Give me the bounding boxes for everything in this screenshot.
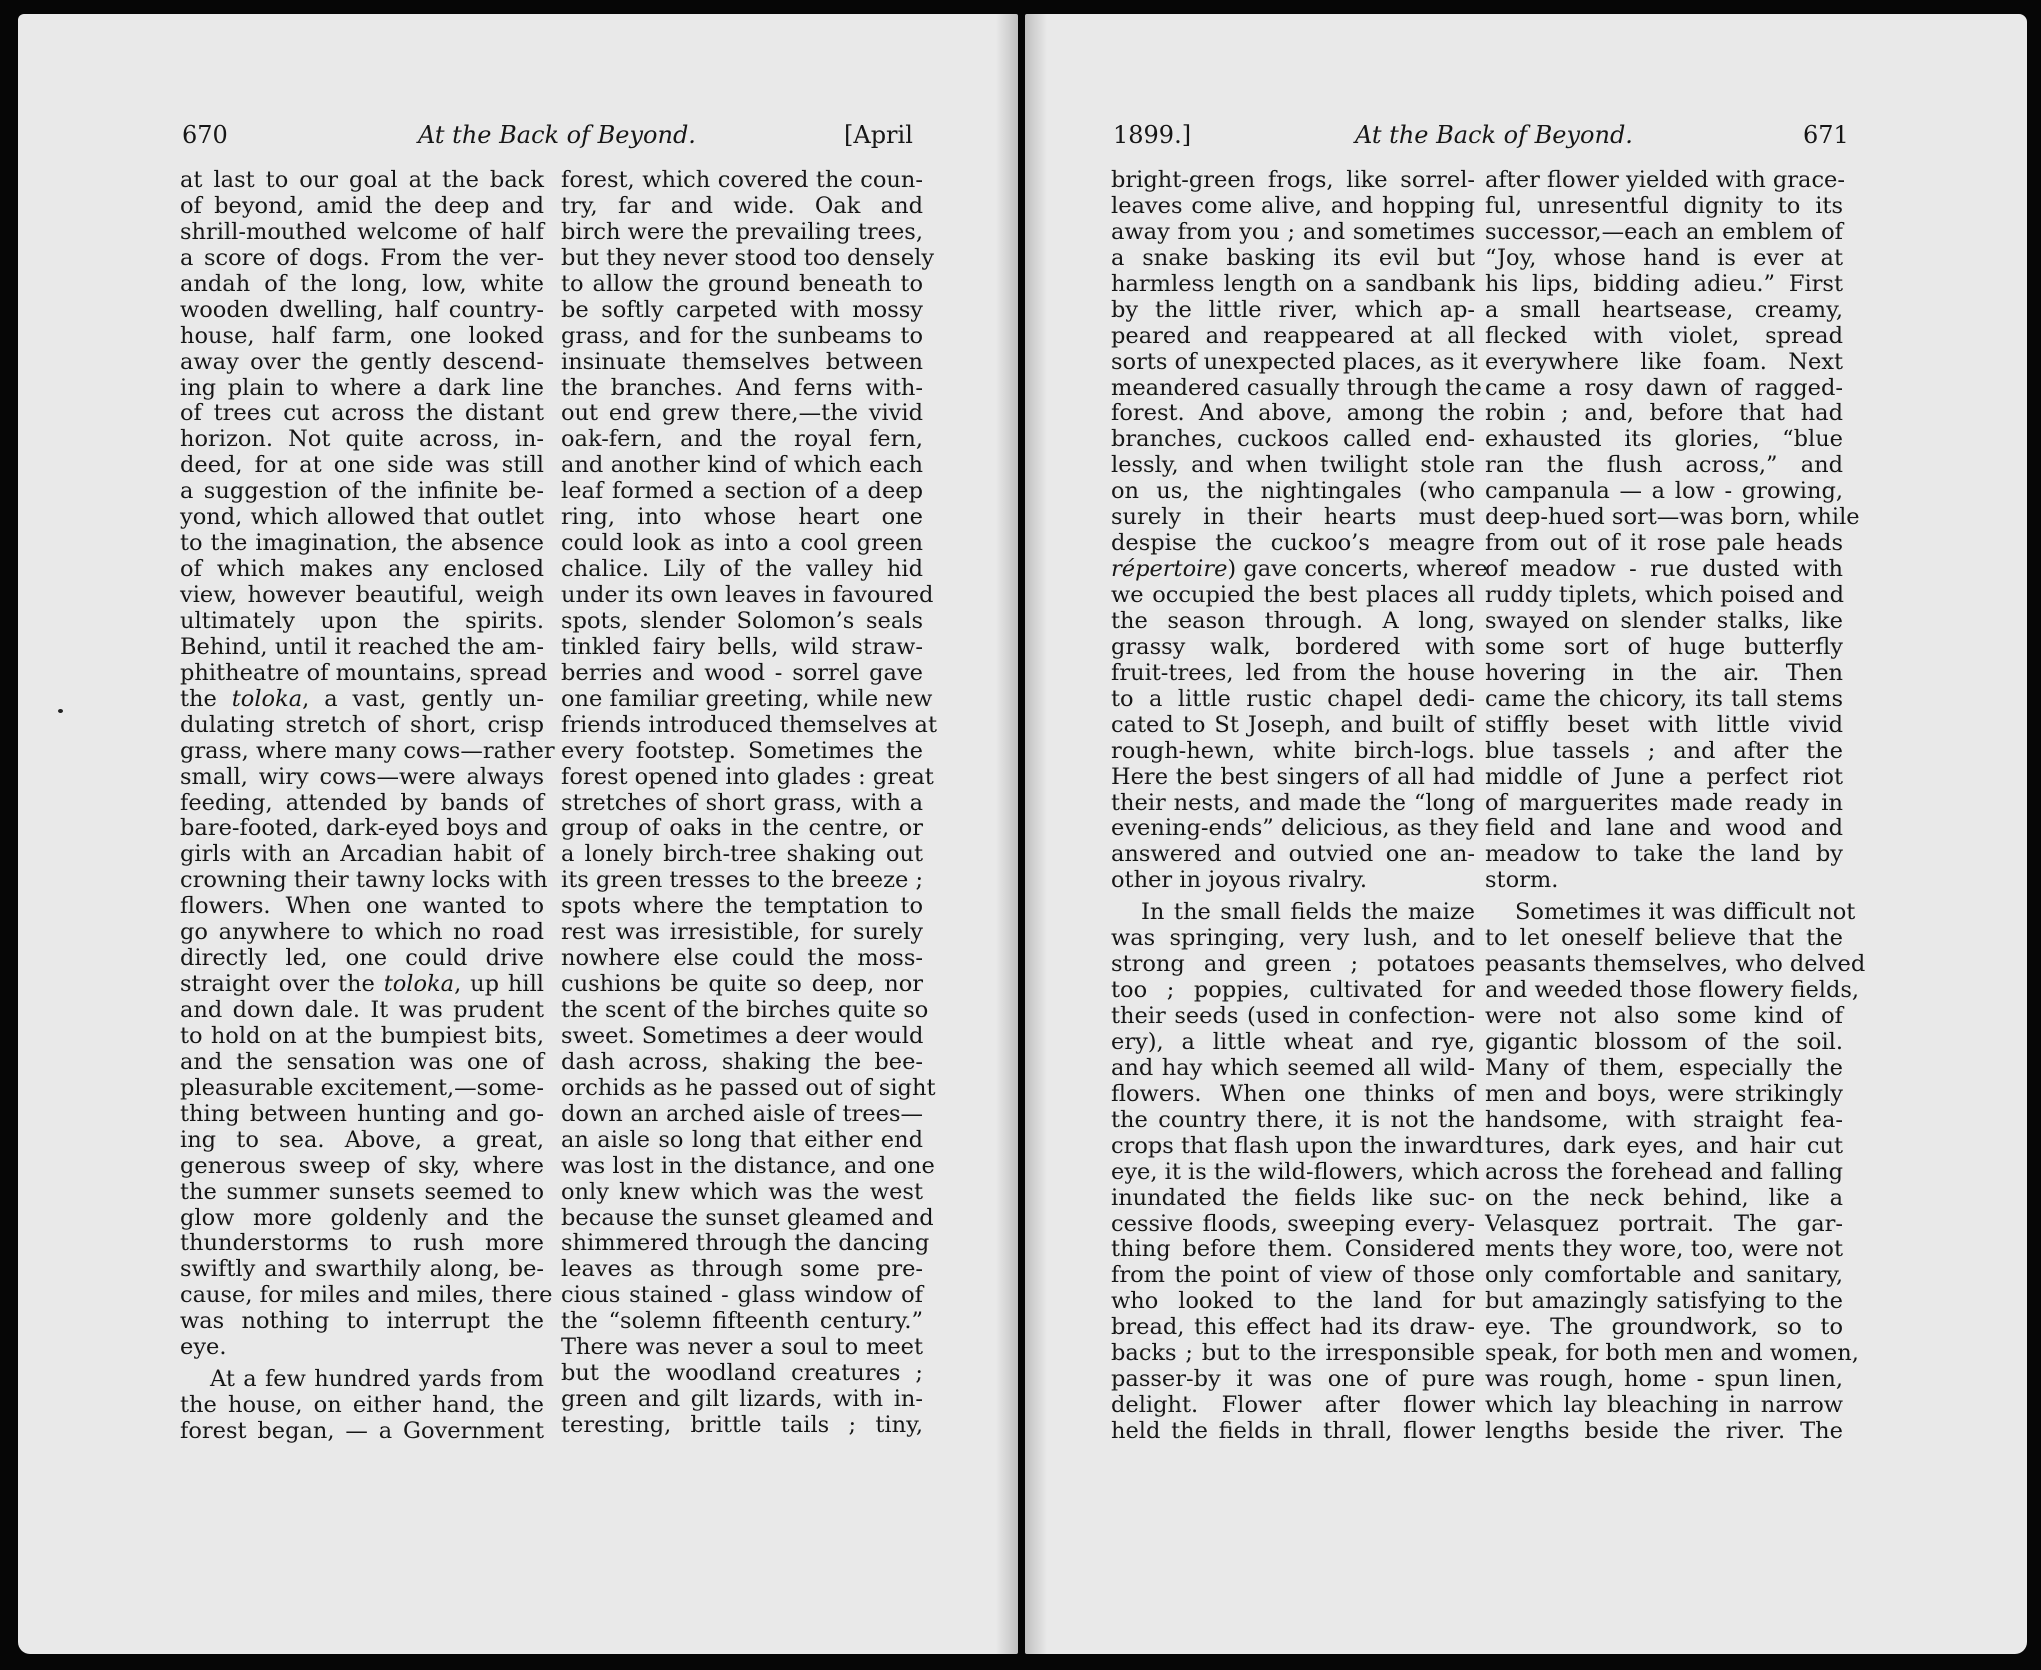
text-line: campanula — a low - growing, [1485,478,1843,505]
text-line: teresting, brittle tails ; tiny, [561,1412,923,1438]
text-line: to a little rustic chapel dedi- [1111,685,1475,712]
text-line: bright-green frogs, like sorrel- [1111,167,1475,193]
text-line: girls with an Arcadian habit of [180,841,544,868]
text-line: go anywhere to which no road [180,919,544,946]
text-line: only knew which was the west [561,1178,923,1205]
text-line: field and lane and wood and [1485,815,1843,842]
text-line: after flower yielded with grace- [1485,167,1845,193]
text-line: a suggestion of the infinite be- [180,478,544,505]
text-line: chalice. Lily of the valley hid [561,556,923,583]
right-running-head [1025,117,2027,153]
text-line: forest, which covered the coun- [561,167,923,193]
left-running-head [18,117,1018,153]
text-line: cushions be quite so deep, nor [561,971,923,998]
text-line: was nothing to interrupt the [180,1308,544,1335]
text-line: flowers. When one wanted to [180,893,544,920]
text-line: too ; poppies, cultivated for [1111,977,1475,1004]
text-line: its green tresses to the breeze ; [561,867,924,894]
text-line: despise the cuckoo’s meagre [1111,530,1475,557]
text-line: shrill-mouthed welcome of half [180,218,544,245]
text-line: the toloka, a vast, gently un- [180,685,544,712]
right-page [1025,14,2027,1654]
right-column-1 [1111,167,1488,1445]
text-line: dulating stretch of short, crisp [180,711,544,738]
right-running-title: At the Back of Beyond. [1355,121,1633,149]
text-line: friends introduced themselves at [561,711,938,738]
text-line: successor,—each an emblem of [1485,218,1843,245]
text-line: berries and wood - sorrel gave [561,659,923,686]
text-line: thing before them. Considered [1111,1236,1475,1263]
text-line: strong and green ; potatoes [1111,951,1475,978]
text-line: we occupied the best places all [1111,582,1475,608]
text-line: to the imagination, the absence [180,530,544,557]
text-line: and down dale. It was prudent [180,997,544,1023]
text-line: cessive floods, sweeping every- [1111,1210,1475,1237]
text-line: their seeds (used in confection- [1111,1003,1475,1029]
text-line: tinkled fairy bells, wild straw- [561,633,923,660]
text-line: bare-footed, dark-eyed boys and [180,815,548,842]
text-line: every footstep. Sometimes the [561,737,923,764]
text-line: ery), a little wheat and rye, [1111,1028,1475,1055]
text-line: backs ; but to the irresponsible [1111,1340,1475,1367]
text-line: ultimately upon the spirits. [180,607,544,634]
text-line: and another kind of which each [561,452,923,479]
gutter-shadow-left [996,14,1018,1654]
text-line: the house, on either hand, the [180,1392,544,1419]
text-line: to allow the ground beneath to [561,270,923,297]
text-line: generous sweep of sky, where [180,1152,544,1179]
text-line: was lost in the distance, and one [561,1152,935,1179]
text-line: There was never a soul to meet [561,1334,923,1361]
text-line: Many of them, especially the [1485,1054,1843,1081]
text-line: rough-hewn, white birch-logs. [1111,737,1475,764]
right-page-number: 671 [1803,121,1849,149]
text-line: ring, into whose heart one [561,504,923,531]
text-line: lengths beside the river. The [1485,1418,1843,1444]
text-line: at last to our goal at the back [180,167,544,193]
text-line: In the small fields the maize [1141,899,1475,926]
text-line: leaf formed a section of a deep [561,478,923,505]
text-line: crops that flash upon the inward [1111,1132,1484,1159]
text-line: stiffly beset with little vivid [1485,711,1843,738]
text-line: away over the gently descend- [180,348,544,375]
text-line: glow more goldenly and the [180,1204,544,1231]
text-line: andah of the long, low, white [180,270,544,297]
text-line: was rough, home - spun linen, [1485,1366,1843,1393]
text-line: the branches. And ferns with- [561,374,923,401]
text-line: held the fields in thrall, flower [1111,1418,1475,1444]
text-line: straight over the toloka, up hill [180,971,544,998]
text-line: ments they wore, too, were not [1485,1236,1843,1263]
text-line: sweet. Sometimes a deer would [561,1022,924,1049]
text-line: green and gilt lizards, with in- [561,1386,923,1413]
text-line: a small heartsease, creamy, [1485,296,1843,323]
text-line: out end grew there,—the vivid [561,400,923,427]
text-line: exhausted its glories, “blue [1485,426,1843,453]
text-line: robin ; and, before that had [1485,400,1843,427]
text-line: leaves as through some pre- [561,1256,923,1283]
text-line: swiftly and swarthily along, be- [180,1256,544,1283]
text-line: but amazingly satisfying to the [1485,1288,1843,1315]
text-line: Here the best singers of all had [1111,763,1475,790]
text-line: of which makes any enclosed [180,556,544,583]
text-line: of marguerites made ready in [1485,789,1843,816]
text-line: cious stained - glass window of [561,1282,923,1309]
left-date-mark: [April [844,121,913,149]
right-column-2 [1485,167,1866,1445]
text-line: everywhere like foam. Next [1485,348,1843,375]
text-line: ing plain to where a dark line [180,374,544,401]
text-line: wooden dwelling, half country- [180,296,544,323]
text-line: but the woodland creatures ; [561,1360,923,1387]
text-line: surely in their hearts must [1111,504,1475,531]
text-line: cated to St Joseph, and built of [1111,711,1475,738]
text-line: the “solemn fifteenth century.” [561,1308,923,1335]
text-line: ful, unresentful dignity to its [1485,192,1843,219]
text-line: forest began, — a Government [180,1418,544,1444]
text-line: try, far and wide. Oak and [561,192,923,219]
text-line: deed, for at one side was still [180,452,544,479]
text-line: gigantic blossom of the soil. [1485,1028,1843,1055]
text-line: be softly carpeted with mossy [561,296,923,323]
text-line: feeding, attended by bands of [180,789,544,816]
text-line: Behind, until it reached the am- [180,633,544,660]
text-line: “Joy, whose hand is ever at [1485,244,1843,271]
text-line: inundated the fields like suc- [1111,1184,1475,1211]
text-line: ruddy tiplets, which poised and [1485,582,1845,608]
text-line: thunderstorms to rush more [180,1230,544,1257]
text-line: on the neck behind, like a [1485,1184,1843,1211]
text-line: their nests, and made the “long [1111,789,1475,816]
text-line: handsome, with straight fea- [1485,1106,1843,1133]
text-line: orchids as he passed out of sight [561,1074,936,1101]
text-line: storm. [1485,867,1559,894]
text-line: grassy walk, bordered with [1111,633,1475,660]
text-line: fruit-trees, led from the house [1111,659,1475,686]
gutter-shadow-right [1025,14,1047,1654]
text-line: dash across, shaking the bee- [561,1048,923,1075]
text-line: flowers. When one thinks of [1111,1080,1475,1107]
text-line: to hold on at the bumpiest bits, [180,1022,544,1049]
text-line: meadow to take the land by [1485,841,1843,868]
margin-speck [58,709,63,713]
text-line: oak-fern, and the royal fern, [561,426,923,453]
text-line: flecked with violet, spread [1485,322,1843,349]
text-line: some sort of huge butterfly [1485,633,1843,660]
text-line: forest. And above, among the [1111,400,1475,427]
text-line: who looked to the land for [1111,1288,1475,1315]
text-line: meandered casually through the [1111,374,1482,401]
left-column-1 [180,167,555,1445]
text-line: eye, it is the wild-flowers, which [1111,1158,1480,1185]
text-line: men and boys, were strikingly [1485,1080,1843,1107]
text-line: answered and outvied one an- [1111,841,1475,868]
text-line: spots where the temptation to [561,893,923,920]
text-line: spots, slender Solomon’s seals [561,607,923,634]
text-line: répertoire) gave concerts, where [1111,556,1488,583]
text-line: under its own leaves in favoured [561,582,934,608]
text-line: eye. [180,1334,227,1361]
text-line: the scent of the birches quite so [561,997,929,1023]
text-line: but they never stood too densely [561,244,935,271]
text-line: group of oaks in the centre, or [561,815,923,842]
text-line: cause, for miles and miles, there [180,1282,553,1309]
text-line: bread, this effect had its draw- [1111,1314,1475,1341]
text-line: house, half farm, one looked [180,322,544,349]
text-line: peasants themselves, who delved [1485,951,1866,978]
text-line: only comfortable and sanitary, [1485,1262,1843,1289]
text-line: blue tassels ; and after the [1485,737,1843,764]
text-line: stretches of short grass, with a [561,789,923,816]
text-line: crowning their tawny locks with [180,867,548,894]
text-line: eye. The groundwork, so to [1485,1314,1843,1341]
left-column-2 [561,167,938,1439]
text-line: At a few hundred yards from [210,1366,544,1393]
text-line: were not also some kind of [1485,1003,1843,1029]
text-line: on us, the nightingales (who [1111,478,1475,505]
text-line: a lonely birch-tree shaking out [561,841,923,868]
text-line: insinuate themselves between [561,348,923,375]
text-line: thing between hunting and go- [180,1100,544,1127]
text-line: which lay bleaching in narrow [1485,1392,1843,1419]
text-line: by the little river, which ap- [1111,296,1475,323]
text-line: because the sunset gleamed and [561,1204,934,1231]
text-line: the season through. A long, [1111,607,1475,634]
text-line: could look as into a cool green [561,530,923,557]
text-line: passer-by it was one of pure [1111,1366,1475,1393]
text-line: hovering in the air. Then [1485,659,1843,686]
text-line: view, however beautiful, weigh [180,582,544,608]
text-line: to let oneself believe that the [1485,925,1843,952]
text-line: came the chicory, its tall stems [1485,685,1843,712]
text-line: and weeded those flowery fields, [1485,977,1860,1004]
text-line: directly led, one could drive [180,945,544,972]
text-line: small, wiry cows—were always [180,763,544,790]
text-line: from out of it rose pale heads [1485,530,1843,557]
text-line: a snake basking its evil but [1111,244,1475,271]
text-line: a score of dogs. From the ver- [180,244,544,271]
text-line: yond, which allowed that outlet [180,504,544,531]
text-line: birch were the prevailing trees, [561,218,923,245]
text-line: evening-ends” delicious, as they [1111,815,1479,842]
text-line: deep-hued sort—was born, while [1485,504,1860,531]
text-line: peared and reappeared at all [1111,322,1475,349]
text-line: other in joyous rivalry. [1111,867,1368,894]
text-line: ing to sea. Above, a great, [180,1126,544,1153]
text-line: grass, and for the sunbeams to [561,322,923,349]
text-line: lessly, and when twilight stole [1111,452,1475,479]
text-line: nowhere else could the moss- [561,945,923,972]
text-line: Velasquez portrait. The gar- [1485,1210,1843,1237]
text-line: across the forehead and falling [1485,1158,1843,1185]
text-line: horizon. Not quite across, in- [180,426,544,453]
text-line: tures, dark eyes, and hair cut [1485,1132,1843,1159]
text-line: his lips, bidding adieu.” First [1485,270,1843,297]
left-page-number: 670 [182,121,228,149]
text-line: swayed on slender stalks, like [1485,607,1843,634]
right-date-mark: 1899.] [1113,121,1192,149]
text-line: and the sensation was one of [180,1048,544,1075]
text-line: down an arched aisle of trees— [561,1100,923,1127]
text-line: one familiar greeting, while new [561,685,933,712]
text-line: ran the flush across,” and [1485,452,1843,479]
text-line: of trees cut across the distant [180,400,544,427]
text-line: middle of June a perfect riot [1485,763,1843,790]
text-line: harmless length on a sandbank [1111,270,1475,297]
text-line: forest opened into glades : great [561,763,934,790]
text-line: an aisle so long that either end [561,1126,923,1153]
left-running-title: At the Back of Beyond. [418,121,696,149]
text-line: grass, where many cows—rather [180,737,555,764]
text-line: pleasurable excitement,—some- [180,1074,544,1101]
text-line: away from you ; and sometimes [1111,218,1475,245]
text-line: phitheatre of mountains, spread [180,659,548,686]
text-line: rest was irresistible, for surely [561,919,923,946]
text-line: leaves come alive, and hopping [1111,192,1475,219]
text-line: the summer sunsets seemed to [180,1178,544,1205]
text-line: and hay which seemed all wild- [1111,1054,1475,1081]
text-line: from the point of view of those [1111,1262,1475,1289]
text-line: branches, cuckoos called end- [1111,426,1475,453]
text-line: of meadow - rue dusted with [1485,556,1843,583]
text-line: of beyond, amid the deep and [180,192,544,219]
text-line: sorts of unexpected places, as it [1111,348,1478,375]
text-line: was springing, very lush, and [1111,925,1475,952]
text-line: delight. Flower after flower [1111,1392,1475,1419]
text-line: speak, for both men and women, [1485,1340,1859,1367]
left-page [18,14,1018,1654]
text-line: the country there, it is not the [1111,1106,1475,1133]
text-line: shimmered through the dancing [561,1230,930,1257]
text-line: Sometimes it was difficult not [1515,899,1856,926]
text-line: came a rosy dawn of ragged- [1485,374,1843,401]
